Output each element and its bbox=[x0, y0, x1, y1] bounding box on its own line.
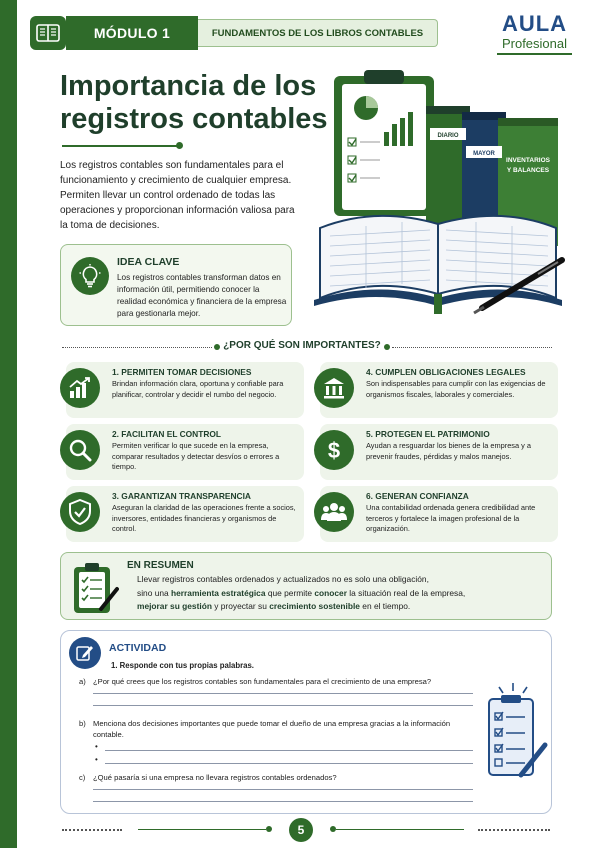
summary-line-1: Llevar registros contables ordenados y actualizados no es solo una obligación, bbox=[137, 574, 429, 584]
reason-card bbox=[320, 486, 558, 542]
answer-bullet: • bbox=[95, 755, 98, 764]
reason-title: 5. PROTEGEN EL PATRIMONIO bbox=[366, 429, 490, 439]
section-divider-left bbox=[62, 347, 212, 348]
section-dot-left bbox=[214, 344, 220, 350]
title-underline-dot bbox=[176, 142, 183, 149]
reason-card bbox=[66, 486, 304, 542]
clipboard-icon bbox=[334, 70, 434, 216]
book-diario: DIARIO bbox=[437, 133, 459, 139]
reason-title: 2. FACILITAN EL CONTROL bbox=[112, 429, 222, 439]
question-text: Menciona dos decisiones importantes que puede tomar el dueño de una empresa gracias a la información contable. bbox=[93, 719, 451, 739]
edit-icon bbox=[69, 637, 101, 669]
section-divider-right bbox=[392, 347, 552, 348]
module-label: MÓDULO 1 bbox=[66, 16, 198, 50]
reason-text: Son indispensables para cumplir con las exigencias de organismos fiscales, laborales y comerciales. bbox=[366, 379, 546, 399]
section-title: ¿POR QUÉ SON IMPORTANTES? bbox=[223, 340, 381, 351]
footer-dots-left bbox=[62, 829, 122, 831]
magnifier-icon bbox=[60, 430, 100, 470]
module-subtitle: FUNDAMENTOS DE LOS LIBROS CONTABLES bbox=[198, 19, 438, 47]
reason-card bbox=[66, 424, 304, 480]
logo-bottom: Profesional bbox=[501, 36, 568, 51]
reason-title: 1. PERMITEN TOMAR DECISIONES bbox=[112, 367, 252, 377]
title-line-2: registros contables bbox=[60, 103, 328, 135]
reason-text: Ayudan a resguardar los bienes de la empresa y a prevenir fraudes, pérdidas y malos manejos. bbox=[366, 441, 532, 461]
logo-underline bbox=[497, 53, 572, 55]
footer-line-left bbox=[138, 829, 266, 830]
key-idea-text: Los registros contables transforman datos en información útil, permitiendo conocer la realidad económica y financiera de la empresa para gestionarla mejor. bbox=[117, 273, 287, 318]
institution-icon bbox=[314, 368, 354, 408]
reason-title: 6. GENERAN CONFIANZA bbox=[366, 491, 469, 501]
footer-line-right bbox=[336, 829, 464, 830]
reason-text: Brindan información clara, oportuna y confiable para planificar, controlar y decidir el rumbo del negocio. bbox=[112, 379, 284, 399]
reason-card bbox=[320, 362, 558, 418]
answer-bullet: • bbox=[95, 742, 98, 751]
book-balances: Y BALANCES bbox=[506, 167, 550, 174]
book-icon bbox=[30, 16, 66, 50]
reason-title: 3. GARANTIZAN TRANSPARENCIA bbox=[112, 491, 251, 501]
summary-box bbox=[60, 552, 552, 620]
summary-text bbox=[137, 573, 547, 614]
reason-card bbox=[320, 424, 558, 480]
page-title bbox=[60, 70, 330, 136]
question-text: ¿Qué pasaría si una empresa no llevara registros contables ordenados? bbox=[93, 773, 337, 782]
checklist-icon bbox=[71, 561, 119, 615]
question-text: ¿Por qué crees que los registros contables son fundamentales para el crecimiento de una empresa? bbox=[93, 677, 432, 686]
book-inventarios: INVENTARIOS bbox=[506, 157, 550, 164]
title-line-1: Importancia de los bbox=[60, 70, 317, 102]
answer-line[interactable] bbox=[93, 801, 473, 802]
module-header bbox=[30, 16, 424, 50]
activity-instruction: 1. Responde con tus propias palabras. bbox=[111, 661, 254, 670]
left-accent-bar bbox=[0, 0, 17, 848]
reason-text: Una contabilidad ordenada genera credibilidad ante terceros y fortalece la imagen profesional de la organización. bbox=[366, 503, 536, 533]
reason-text: Permiten verificar lo que sucede en la empresa, comparar resultados y detectar desvíos o errores a tiempo. bbox=[112, 441, 280, 471]
brand-logo bbox=[497, 12, 572, 55]
growth-chart-icon bbox=[60, 368, 100, 408]
footer-dots-right bbox=[478, 829, 550, 831]
book-mayor: MAYOR bbox=[473, 151, 495, 157]
question-letter: c) bbox=[79, 773, 86, 782]
answer-line[interactable] bbox=[105, 763, 473, 764]
reason-card bbox=[66, 362, 304, 418]
summary-title: EN RESUMEN bbox=[127, 560, 194, 571]
lightbulb-icon bbox=[71, 257, 109, 295]
page-number: 5 bbox=[289, 818, 313, 842]
question-letter: b) bbox=[79, 719, 86, 728]
answer-line[interactable] bbox=[105, 750, 473, 751]
clipboard-checklist-illustration bbox=[479, 683, 549, 783]
activity-box bbox=[60, 630, 552, 814]
question-letter: a) bbox=[79, 677, 86, 686]
answer-line[interactable] bbox=[93, 705, 473, 706]
key-idea-box bbox=[60, 244, 292, 326]
section-dot-right bbox=[384, 344, 390, 350]
summary-line-3: mejorar su gestión y proyectar su crecimiento sostenible en el tiempo. bbox=[137, 601, 411, 611]
books-illustration bbox=[306, 66, 576, 326]
answer-line[interactable] bbox=[93, 789, 473, 790]
title-underline bbox=[62, 145, 177, 147]
logo-top: AULA bbox=[501, 11, 568, 36]
dollar-icon bbox=[314, 430, 354, 470]
reason-text: Aseguran la claridad de las operaciones frente a socios, inversores, entidades financieras y organismos de control. bbox=[112, 503, 296, 533]
answer-line[interactable] bbox=[93, 693, 473, 694]
shield-check-icon bbox=[60, 492, 100, 532]
summary-line-2: sino una herramienta estratégica que permite conocer la situación real de la empresa, bbox=[137, 587, 466, 598]
footer-dot-left bbox=[266, 826, 272, 832]
svg-text:$: $ bbox=[327, 438, 341, 463]
people-icon bbox=[314, 492, 354, 532]
reason-title: 4. CUMPLEN OBLIGACIONES LEGALES bbox=[366, 367, 526, 377]
activity-title: ACTIVIDAD bbox=[109, 642, 167, 654]
intro-paragraph: Los registros contables son fundamentales para el funcionamiento y crecimiento de cualquier empresa. Permiten llevar un control ordenado de todas las operaciones y proporcionan información valiosa para la toma de decisiones. bbox=[60, 160, 295, 231]
key-idea-title: IDEA CLAVE bbox=[117, 256, 180, 268]
